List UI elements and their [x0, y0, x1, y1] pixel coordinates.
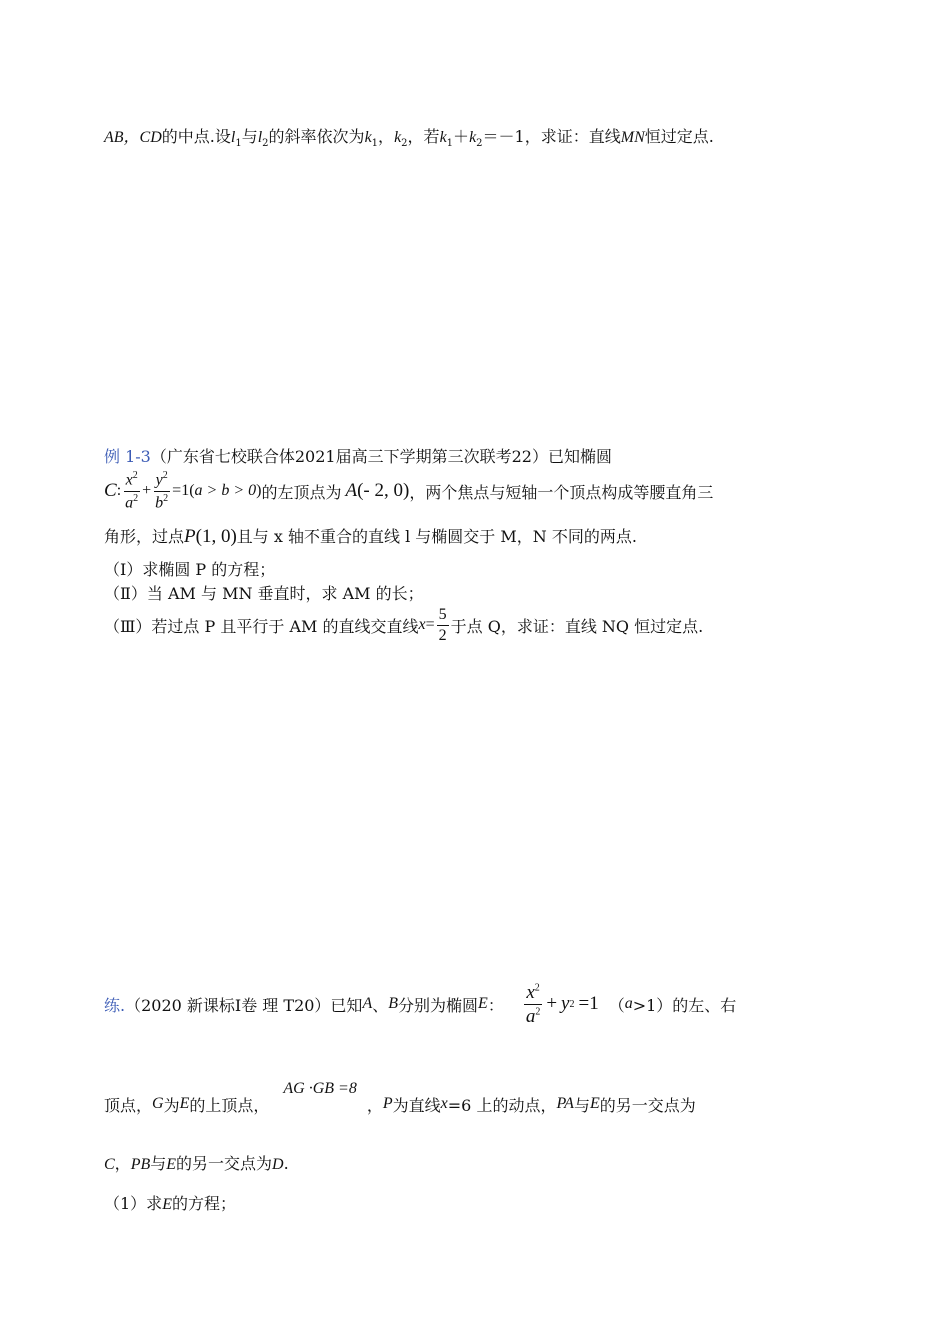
practice-label: 练. — [104, 995, 126, 1015]
question-1: （Ⅰ）求椭圆 P 的方程； — [104, 560, 276, 579]
y-squared-over-b-squared: $\frac{y^2}{b^2}$ — [155, 470, 169, 511]
example-1-3-heading — [104, 444, 612, 467]
example-source: （广东省七校联合体2021届高三下学期第三次联考22）已知椭圆 — [150, 447, 612, 466]
dot-product-expression: AG ·GB =8 — [283, 1080, 357, 1097]
point-a-coords: (- 2, 0) — [357, 480, 410, 501]
segments-ab-cd: AB，CD — [104, 129, 162, 146]
example-label: 例 1-3 — [104, 447, 151, 466]
problem-continuation-line: AB，CD的中点.设$l_1$与$l_2$的斜率依次为$k_1$，$k_2$，若$k_1+k_2=-1$，求证：直线MN恒过定点. — [104, 127, 714, 150]
example-line-3: 角形，过点P(1, 0)且与 x 轴不重合的直线 l 与椭圆交于 M，N 不同的两点. — [104, 526, 637, 547]
ellipse-equation-line: C : $\frac{x^2}{a^2}$ + $\frac{y^2}{b^2}$ =1( a > b > 0 ) 的左顶点为 A (- 2, 0) ，两个焦点与短轴一个顶点构成等腰直角三 — [104, 470, 714, 511]
practice-x-squared-over-a-squared: $\frac{x^2}{a^2}$ — [525, 981, 541, 1027]
practice-question-1: （1）求E的方程； — [104, 1194, 236, 1213]
practice-line-2: 顶点， G 为 E 的上顶点， AG ·GB =8 ， P 为直线 x =6 上的动点， PA 与 E 的另一交点为 — [104, 1074, 696, 1134]
question-2: （Ⅱ）当 AM 与 MN 垂直时，求 AM 的长； — [104, 584, 424, 603]
x-squared-over-a-squared: $\frac{x^2}{a^2}$ — [125, 470, 139, 511]
five-halves-fraction: $\frac{5}{2}$ — [438, 605, 447, 644]
practice-line-3: C，PB与E的另一交点为D. — [104, 1154, 289, 1173]
point-p-coords: (1, 0) — [195, 526, 237, 547]
question-3: （Ⅲ）若过点 P 且平行于 AM 的直线交直线 x = $\frac{5}{2}$ 于点 Q，求证：直线 NQ 恒过定点. — [104, 605, 704, 644]
practice-line-1: 练. （2020 新课标Ⅰ卷 理 T20）已知 A 、 B 分别为椭圆 E ： $\frac{x^2}{a^2}$ + y 2 =1 （ a >1）的左、右 — [104, 981, 737, 1027]
